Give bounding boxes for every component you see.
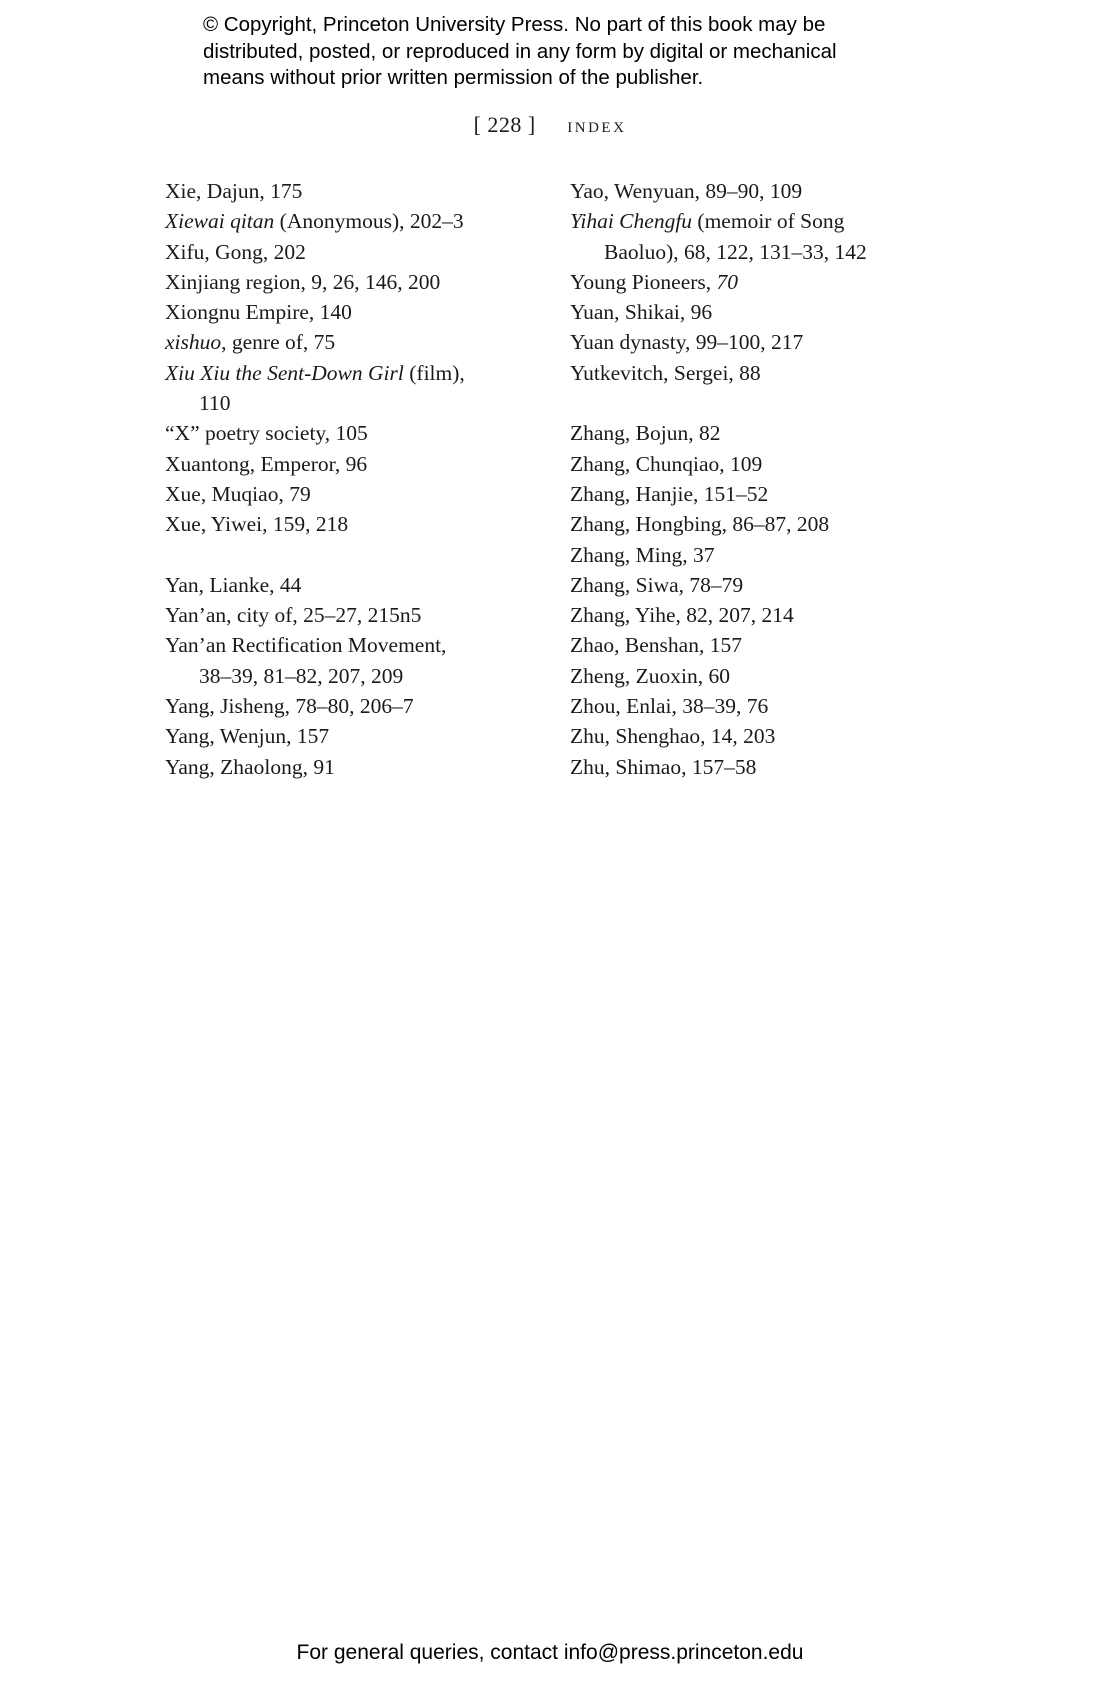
entry-text: (film), [403, 360, 465, 385]
index-entry [570, 206, 910, 267]
index-entry [165, 630, 545, 691]
entry-text: (Anonymous), 202–3 [274, 209, 464, 234]
entry-page-italic: 70 [716, 269, 739, 294]
index-entry: Xuantong, Emperor, 96 [165, 451, 368, 476]
index-entry: Yang, Wenjun, 157 [165, 724, 330, 749]
section-title: index [567, 112, 627, 137]
index-column-left [165, 176, 545, 782]
entry-text: (memoir of Song [692, 209, 845, 234]
letter-group-gap [570, 388, 910, 418]
index-entry: Xue, Muqiao, 79 [165, 481, 311, 506]
page-number: [ 228 ] [473, 112, 536, 137]
index-entry: Zheng, Zuoxin, 60 [570, 663, 731, 688]
entry-continuation: 38–39, 81–82, 207, 209 [199, 663, 404, 688]
copyright-line: means without prior written permission of the publisher. [203, 66, 704, 89]
index-entry: Xifu, Gong, 202 [165, 239, 306, 264]
footer-contact: For general queries, contact info@press.princeton.edu [296, 1641, 804, 1664]
index-entry: Xie, Dajun, 175 [165, 179, 303, 203]
entry-continuation: 110 [199, 391, 231, 416]
index-entry: Zhao, Benshan, 157 [570, 633, 742, 658]
entry-text: Young Pioneers, [570, 269, 717, 294]
index-entry: Zhang, Siwa, 78–79 [570, 572, 744, 597]
index-entry [570, 267, 910, 297]
entry-text: genre of, 75 [226, 330, 336, 355]
copyright-line: distributed, posted, or reproduced in any form by digital or mechanical [203, 39, 837, 63]
index-column-right [570, 176, 910, 782]
index-entry: Yang, Zhaolong, 91 [165, 754, 335, 779]
index-entry: Zhang, Chunqiao, 109 [570, 451, 763, 476]
index-entry: Yan, Lianke, 44 [165, 572, 302, 597]
index-entry: Yang, Jisheng, 78–80, 206–7 [165, 694, 414, 719]
entry-title: Xiewai qitan [165, 209, 275, 234]
index-entry: Xinjiang region, 9, 26, 146, 200 [165, 269, 441, 294]
index-entry: Zhu, Shenghao, 14, 203 [570, 724, 776, 749]
index-entry: Zhou, Enlai, 38–39, 76 [570, 694, 769, 719]
index-entry: Yan’an, city of, 25–27, 215n5 [165, 603, 422, 628]
copyright-notice [203, 12, 923, 92]
index-entry: Zhang, Hanjie, 151–52 [570, 481, 769, 506]
index-entry [165, 206, 545, 236]
index-entry: Yao, Wenyuan, 89–90, 109 [570, 179, 803, 203]
index-entry: Zhu, Shimao, 157–58 [570, 754, 757, 779]
index-entry: Zhang, Ming, 37 [570, 542, 715, 567]
entry-text: Yan’an Rectification Movement, [165, 633, 447, 658]
entry-title: xishuo, [165, 330, 227, 355]
entry-title: Xiu Xiu the Sent-Down Girl [165, 360, 404, 385]
index-entry: Yutkevitch, Sergei, 88 [570, 360, 761, 385]
copyright-line: © Copyright, Princeton University Press. No part of this book may be [203, 13, 826, 36]
index-entry: Xue, Yiwei, 159, 218 [165, 512, 349, 537]
index-entry [165, 327, 545, 357]
index-entry: Xiongnu Empire, 140 [165, 300, 352, 325]
index-entry: Yuan, Shikai, 96 [570, 300, 713, 325]
index-entry: Zhang, Bojun, 82 [570, 421, 721, 446]
letter-group-gap [165, 540, 545, 570]
entry-continuation: Baoluo), 68, 122, 131–33, 142 [604, 239, 867, 264]
index-entry: Zhang, Hongbing, 86–87, 208 [570, 512, 830, 537]
running-head [0, 110, 1100, 140]
index-entry: Zhang, Yihe, 82, 207, 214 [570, 603, 794, 628]
index-entry: Yuan dynasty, 99–100, 217 [570, 330, 804, 355]
index-entry: “X” poetry society, 105 [165, 421, 368, 446]
entry-title: Yihai Chengfu [570, 209, 693, 234]
index-entry [165, 358, 545, 419]
